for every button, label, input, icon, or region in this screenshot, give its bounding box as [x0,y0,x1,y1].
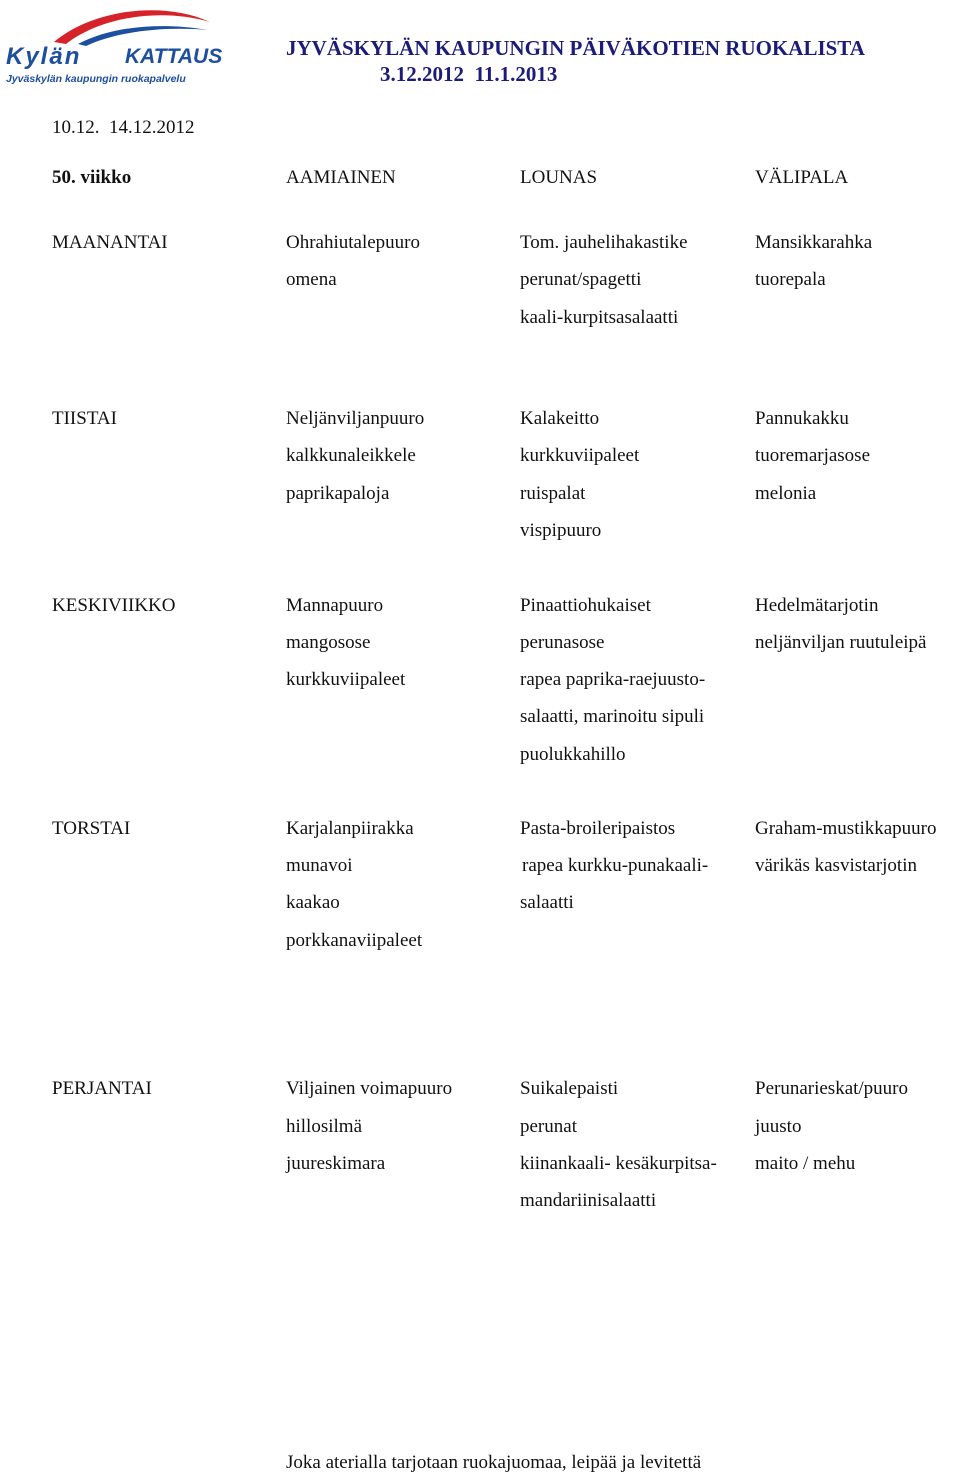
breakfast-item: omena [286,269,337,290]
week-number: 50. viikko [52,167,132,188]
lunch-item: ruispalat [520,483,586,504]
snack-item: värikäs kasvistarjotin [755,855,917,876]
lunch-item: Tom. jauhelihakastike [520,232,688,253]
lunch-item: salaatti, marinoitu sipuli [520,706,705,727]
snack-item: tuoremarjasose [755,445,871,466]
snack-item: Mansikkarahka [755,232,873,253]
breakfast-item: Mannapuuro [286,595,384,616]
breakfast-item: porkkanaviipaleet [286,930,423,951]
logo-brand: KATTAUS [125,45,223,68]
lunch-item: Pasta-broileripaistos [520,818,676,839]
breakfast-item: kaakao [286,892,340,913]
snack-item: juusto [755,1116,802,1137]
lunch-item: perunasose [520,632,605,653]
day-name: MAANANTAI [52,232,168,253]
lunch-item: kurkkuviipaleet [520,445,640,466]
snack-item: Hedelmätarjotin [755,595,879,616]
snack-item: Pannukakku [755,408,849,429]
lunch-item: perunat/spagetti [520,269,642,290]
lunch-item: salaatti [520,892,574,913]
lunch-item: Kalakeitto [520,408,600,429]
snack-item: melonia [755,483,817,504]
lunch-item: mandariinisalaatti [520,1190,657,1211]
column-header-breakfast: AAMIAINEN [286,167,396,188]
lunch-item: puolukkahillo [520,744,626,765]
snack-item: tuorepala [755,269,826,290]
breakfast-item: hillosilmä [286,1116,362,1137]
day-name: TORSTAI [52,818,131,839]
footer-note: Joka aterialla tarjotaan ruokajuomaa, leipää ja levitettä [286,1452,702,1473]
menu-period: 3.12.2012 11.1.2013 [380,62,558,86]
breakfast-item: kurkkuviipaleet [286,669,406,690]
page-title: JYVÄSKYLÄN KAUPUNGIN PÄIVÄKOTIEN RUOKALISTA [286,36,865,60]
breakfast-item: Ohrahiutalepuuro [286,232,421,253]
logo-tagline: Jyväskylän kaupungin ruokapalvelu [6,73,186,85]
lunch-item: vispipuuro [520,520,602,541]
day-name: KESKIVIIKKO [52,595,176,616]
lunch-item: rapea kurkku-punakaali- [522,855,709,876]
lunch-item: kiinankaali- kesäkurpitsa- [520,1153,717,1174]
logo-swoosh-icon [52,4,212,48]
breakfast-item: juureskimara [286,1153,386,1174]
breakfast-item: Viljainen voimapuuro [286,1078,453,1099]
breakfast-item: munavoi [286,855,353,876]
column-header-lunch: LOUNAS [520,167,598,188]
lunch-item: rapea paprika-raejuusto- [520,669,706,690]
snack-item: maito / mehu [755,1153,856,1174]
logo-name: Kylän [6,43,82,70]
lunch-item: Pinaattiohukaiset [520,595,651,616]
day-name: TIISTAI [52,408,117,429]
breakfast-item: Karjalanpiirakka [286,818,414,839]
column-header-snack: VÄLIPALA [755,167,849,188]
day-name: PERJANTAI [52,1078,152,1099]
lunch-item: kaali-kurpitsasalaatti [520,307,679,328]
lunch-item: perunat [520,1116,577,1137]
breakfast-item: mangosose [286,632,371,653]
lunch-item: Suikalepaisti [520,1078,619,1099]
snack-item: Graham-mustikkapuuro [755,818,937,839]
snack-item: neljänviljan ruutuleipä [755,632,927,653]
snack-item: Perunarieskat/puuro [755,1078,909,1099]
week-date-range: 10.12. 14.12.2012 [52,117,195,138]
breakfast-item: Neljänviljanpuuro [286,408,425,429]
breakfast-item: kalkkunaleikkele [286,445,416,466]
breakfast-item: paprikapaloja [286,483,390,504]
